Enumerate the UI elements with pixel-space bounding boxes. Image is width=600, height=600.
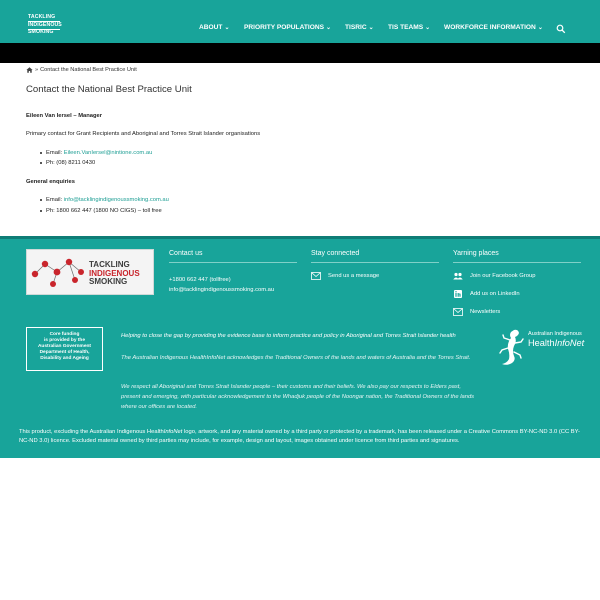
list-item-email-1: Email: Eileen.VanIersel@nintione.com.au — [46, 150, 153, 156]
molecule-graphic — [27, 250, 91, 295]
logo-line-1: TACKLING — [28, 14, 56, 20]
acknowledgement-statement: The Australian Indigenous HealthInfoNet acknowledges the Traditional Owners of the lands and waters of Australia and the Torres Strait. — [121, 355, 471, 361]
footer-divider — [0, 236, 600, 239]
message-icon — [311, 272, 321, 280]
site-header — [0, 0, 600, 43]
nav-item-workforce-information[interactable]: WORKFORCE INFORMATION ⌄ — [444, 24, 543, 31]
header-black-bar — [0, 43, 600, 63]
chevron-down-icon: ⌄ — [326, 25, 332, 31]
footer-contact-column — [169, 250, 297, 293]
contact-us-heading: Contact us — [169, 250, 297, 263]
facebook-group-link[interactable]: Join our Facebook Group — [453, 272, 535, 280]
footer-stay-connected-column — [311, 250, 439, 279]
chevron-down-icon: ⌄ — [425, 25, 431, 31]
main-nav — [0, 21, 600, 34]
yarning-places-heading: Yarning places — [453, 250, 581, 263]
logo-line-2: INDIGENOUS — [28, 21, 62, 28]
healthinfonet-logo[interactable] — [494, 327, 590, 369]
primary-contact-text: Primary contact for Grant Recipients and Aboriginal and Torres Strait Islander organisations — [26, 131, 261, 137]
home-icon[interactable] — [26, 67, 33, 73]
license-text: This product, excluding the Australian Indigenous HealthInfoNet logo, artwork, and any material owned by a third party or protected by a trademark, has been released under a Creative Commons BY-NC-ND 3.0 (CC BY-NC-ND 3.0) licence. Excluded material owned by third parties may include, for example, design and layout, images obtained under licence from third parties and signatures. — [19, 429, 580, 444]
email-link-info[interactable]: info@tacklingindigenoussmoking.com.au — [63, 197, 169, 203]
breadcrumb-current: Contact the National Best Practice Unit — [40, 67, 137, 73]
tis-logo-text: TACKLING INDIGENOUS SMOKING — [89, 260, 140, 287]
logo-line-3: SMOKING — [28, 29, 54, 36]
newsletter-icon — [453, 308, 463, 316]
nav-item-tis-teams[interactable]: TIS TEAMS ⌄ — [388, 24, 431, 31]
contact-name: Eileen Van Iersel – Manager — [26, 113, 103, 119]
hin-logo-line1: Australian Indigenous — [528, 331, 582, 337]
chevron-down-icon: ⌄ — [368, 25, 374, 31]
hin-logo-line2: HealthInfoNet — [528, 338, 585, 348]
search-icon[interactable] — [556, 24, 566, 34]
users-icon — [453, 272, 463, 280]
breadcrumb — [26, 67, 137, 73]
footer-email[interactable]: info@tacklingindigenoussmoking.com.au — [169, 287, 275, 293]
page-title: Contact the National Best Practice Unit — [26, 84, 192, 95]
respect-statement: We respect all Aboriginal and Torres Strait Islander people – their customs and their beliefs. We also pay our respects to Elders past, present and emerging, with particular acknowledgement to the Whadjuk people of the Noongar nation, the Traditional Owners of the lands where our offices are located. — [121, 384, 475, 410]
list-item-phone-1: Ph: (08) 8211 0430 — [46, 160, 96, 166]
tis-footer-logo[interactable] — [26, 249, 154, 295]
footer-phone[interactable]: +1800 662 447 (tollfree) — [169, 277, 231, 283]
chevron-down-icon: ⌄ — [224, 25, 230, 31]
core-funding-badge: Core funding is provided by the Australian Government Department of Health, Disability and Ageing — [26, 327, 103, 371]
nav-item-tisric[interactable]: TISRIC ⌄ — [345, 24, 374, 31]
stay-connected-heading: Stay connected — [311, 250, 439, 263]
list-item-phone-2: Ph: 1800 662 447 (1800 NO CIGS) – toll free — [46, 208, 162, 214]
mission-statement: Helping to close the gap by providing the evidence base to inform practice and policy in Aboriginal and Torres Strait Islander health — [121, 333, 456, 339]
linkedin-link[interactable]: Add us on LinkedIn — [453, 290, 520, 298]
nav-item-priority-populations[interactable]: PRIORITY POPULATIONS ⌄ — [244, 24, 332, 31]
send-message-link[interactable]: Send us a message — [311, 272, 379, 280]
breadcrumb-separator: » — [35, 67, 39, 73]
newsletters-link[interactable]: Newsletters — [453, 308, 500, 316]
general-enquiries-heading: General enquiries — [26, 179, 75, 185]
list-item-email-2: Email: info@tacklingindigenoussmoking.com.au — [46, 197, 169, 203]
nav-item-about[interactable]: ABOUT ⌄ — [199, 24, 230, 31]
chevron-down-icon: ⌄ — [537, 25, 543, 31]
linkedin-icon — [453, 290, 463, 298]
lizard-icon — [494, 327, 528, 369]
footer-yarning-column — [453, 250, 581, 315]
email-link-manager[interactable]: Eileen.VanIersel@nintione.com.au — [63, 150, 153, 156]
